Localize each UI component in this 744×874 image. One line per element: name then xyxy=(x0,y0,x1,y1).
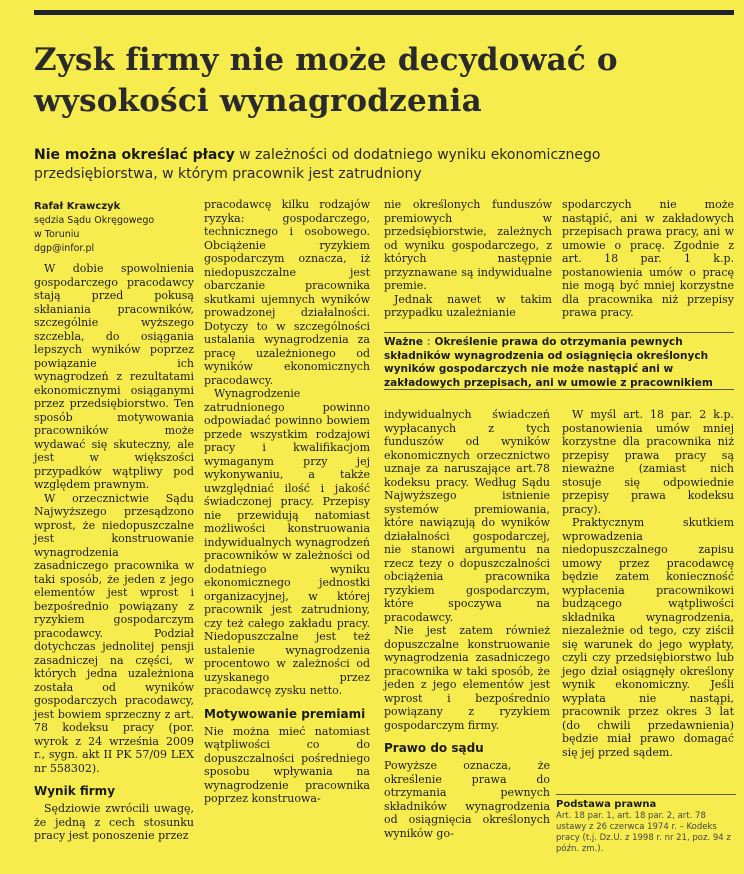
legal-basis-rule xyxy=(556,794,736,795)
important-label: Ważne xyxy=(384,336,424,348)
col3-paragraph-1: indywidualnych świadczeń wypłacanych z tych funduszów od wyników ekonomicznych orzecznictwo uznaje za naruszające art.78 kodeksu pracy. Według Sądu Najwyższego istnienie systemów premiowania, które nawiązują do wyników działalności gospodarczej, nie stanowi argumentu na rzecz tezy o dopuszczalności obciążenia pracownika ryzykiem gospodarczym, które spoczywa na pracodawcy. xyxy=(384,408,550,624)
column-4 xyxy=(562,408,734,759)
col3-top-paragraph-1: nie określonych funduszów premiowych w przedsiębiorstwie, zależnych od wyniku gospodarczego, z których następnie przyznawane są indywidualne premie. xyxy=(384,198,552,292)
top-rule xyxy=(34,10,734,15)
top-rule-marker xyxy=(720,10,734,15)
col1-paragraph-2: W orzecznictwie Sądu Najwyższego przesądzono wprost, że niedopuszczalne jest konstruowanie wynagrodzenia zasadniczego pracownika w taki sposób, że jeden z jego elementów jest wprost i bezpośrednio powiązany z ryzykiem gospodarczym pracodawcy. Podział dotychczas jednolitej pensji zasadniczej na części, w których jedna uzależniona została od wyników gospodarczych pracodawcy, jest bowiem sprzeczny z art. 78 kodeksu pracy (por. wyrok z 24 września 2009 r., sygn. akt II PK 57/09 LEX nr 558302). xyxy=(34,491,194,775)
col3-paragraph-3: Powyższe oznacza, że określenie prawa do otrzymania pewnych składników wynagrodzenia od osiągnięcia określonych wyników go- xyxy=(384,759,550,840)
lead-paragraph xyxy=(34,146,724,184)
important-arrow-icon: : xyxy=(426,336,431,348)
column-2 xyxy=(204,198,370,806)
col2-paragraph-2: Wynagrodzenie zatrudnionego powinno odpowiadać powinno bowiem przede wszystkim rodzajowi pracy i kwalifikacjom wymaganym przy jej wykonywaniu, a także uwzględniać ilość i jakość świadczonej pracy. Przepisy nie przewidują natomiast możliwości konstruowania indywidualnych wynagrodzeń pracowników w zależności od dodatniego wyniku ekonomicznego jednostki organizacyjnej, w której pracownik jest zatrudniony, czy też całego zakładu pracy. Niedopuszczalne jest też ustalenie wynagrodzenia procentowo w zależności od uzyskanego przez pracodawcę zysku netto. xyxy=(204,387,370,697)
author-name: Rafał Krawczyk xyxy=(34,201,121,212)
subheading-wynik-firmy: Wynik firmy xyxy=(34,784,116,798)
col4-paragraph-2: Praktycznym skutkiem wprowadzenia niedopuszczalnego zapisu umowy przez pracodawcę będzie zatem konieczność wypłacenia pracownikowi budzącego wątpliwości składnika wynagrodzenia, niezależnie od tego, czy ziścił się warunek do jego wypłaty, czyli czy przedsiębiorstwo lub jego dział osiągnęły określony wynik ekonomiczny. Jeśli wypłata nie nastąpi, pracownik przez okres 3 lat (do chwili przedawnienia) będzie miał prawo domagać się jej przed sądem. xyxy=(562,516,734,759)
column-3 xyxy=(384,408,550,840)
lead-rest: w zależności od dodatniego wyniku ekonomicznego przedsiębiorstwa, w którym pracownik jest zatrudniony xyxy=(34,147,601,182)
legal-basis xyxy=(556,794,736,855)
legal-basis-title: Podstawa prawna xyxy=(556,799,657,810)
author-city: w Toruniu xyxy=(34,229,80,240)
legal-basis-text: Art. 18 par. 1, art. 18 par. 2, art. 78 ustawy z 26 czerwca 1974 r. – Kodeks pracy (t.j. Dz.U. z 1998 r. nr 21, poz. 94 z późn. zm.). xyxy=(556,811,731,854)
important-box xyxy=(384,332,734,390)
col2-paragraph-3: Nie można mieć natomiast wątpliwości co do dopuszczalności pośredniego sposobu wpływania na wynagrodzenie pracownika poprzez konstruowa- xyxy=(204,724,370,805)
col1-paragraph-3: Sędziowie zwrócili uwagę, że jedną z cech stosunku pracy jest ponoszenie przez xyxy=(34,802,194,842)
col1-paragraph-1: W dobie spowolnienia gospodarczego pracodawcy stają przed pokusą skłaniania pracowników, szczególnie wyższego szczebla, do osiągania lepszych wyników poprzez powiązanie ich wynagrodzeń z rezultatami ekonomicznymi osiąganymi przez przedsiębiorstwo. Ten sposób motywowania pracowników może wydawać się skuteczny, ale jest w większości przypadków wątpliwy pod względem prawnym. xyxy=(34,262,194,491)
column-1 xyxy=(34,200,194,843)
col3-paragraph-2: Nie jest zatem również dopuszczalne konstruowanie wynagrodzenia zasadniczego pracownika w taki sposób, że jeden z jego elementów jest wprost i bezpośrednio powiązany z ryzykiem gospodarczym firmy. xyxy=(384,624,550,732)
important-text: Określenie prawa do otrzymania pewnych składników wynagrodzenia od osiągnięcia określonych wyników gospodarczych nie może nastąpić ani w zakładowych przepisach, ani w umowie z pracownikiem xyxy=(384,336,713,389)
headline: Zysk firmy nie może decydować o wysokości wynagrodzenia xyxy=(34,42,618,119)
col3-top-paragraph-2: Jednak nawet w takim przypadku uzależnianie xyxy=(384,292,552,319)
lead-bold: Nie można określać płacy xyxy=(34,147,235,163)
subheading-motywowanie-premiami: Motywowanie premiami xyxy=(204,706,366,721)
column-4-top xyxy=(562,198,734,320)
col4-top-paragraph-1: spodarczych nie może nastąpić, ani w zakładowych przepisach prawa pracy, ani w umowie o pracę. Zgodnie z art. 18 par. 1 k.p. postanowienia umów o pracę nie mogą być mniej korzystne dla pracownika niż przepisy prawa pracy. xyxy=(562,198,734,319)
col2-paragraph-1: pracodawcę kilku rodzajów ryzyka: gospodarczego, technicznego i osobowego. Obciążenie ryzykiem gospodarczym oznacza, iż niedopuszczalne jest obarczanie pracownika skutkami ujemnych wyników prowadzonej działalności. Dotyczy to w szczególności ustalania wynagrodzenia za pracę uzależnionego od wyników ekonomicznych pracodawcy. xyxy=(204,198,370,387)
author-email[interactable]: dgp@infor.pl xyxy=(34,243,95,254)
subheading-prawo-do-sadu: Prawo do sądu xyxy=(384,741,484,755)
author-role: sędzia Sądu Okręgowego xyxy=(34,215,155,226)
column-3-top xyxy=(384,198,552,320)
author-block xyxy=(34,200,194,256)
col4-paragraph-1: W myśl art. 18 par. 2 k.p. postanowienia umów mniej korzystne dla pracownika niż przepisy prawa pracy są nieważne (zamiast nich stosuje się odpowiednie przepisy prawa kodeksu pracy). xyxy=(562,408,734,516)
